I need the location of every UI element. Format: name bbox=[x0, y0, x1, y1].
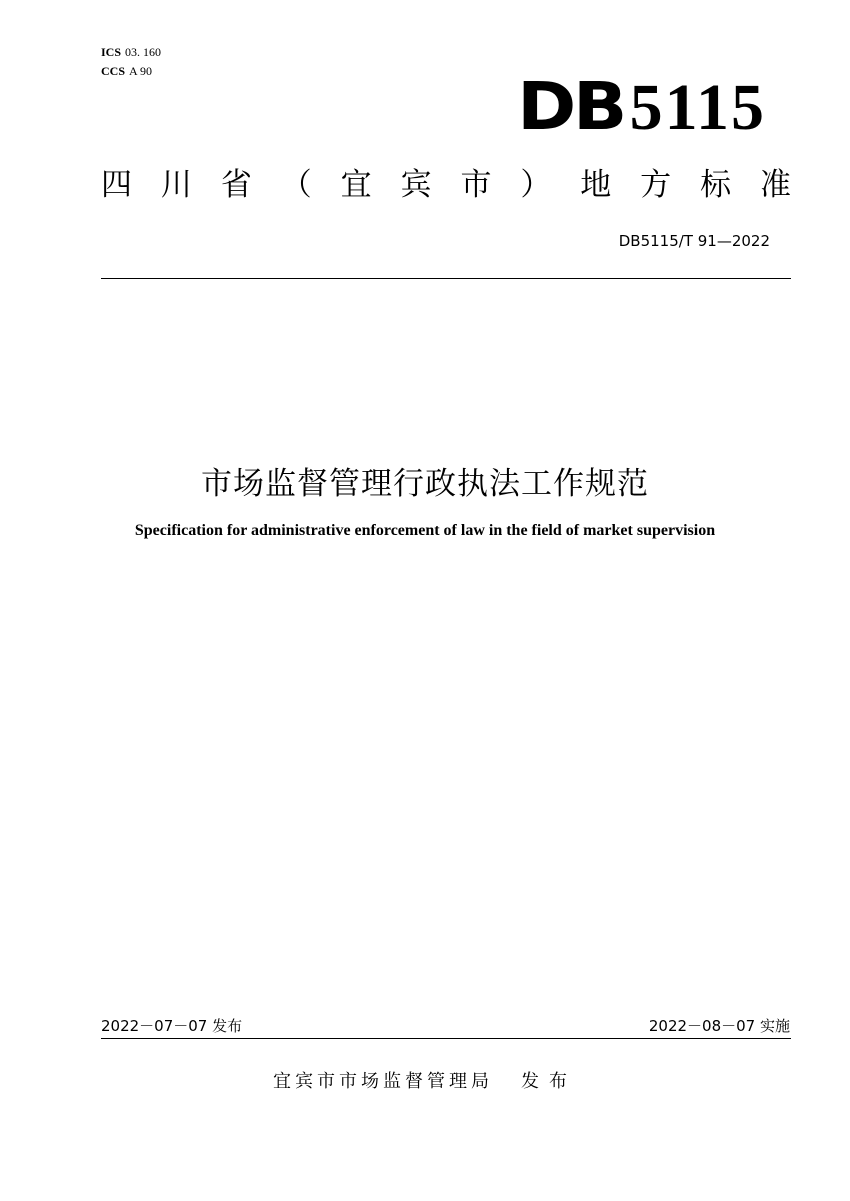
ccs-label: CCS bbox=[101, 64, 126, 78]
issue-action: 发布 bbox=[521, 1071, 577, 1092]
ics-code bbox=[101, 45, 161, 59]
standard-number: DB5115/T 91—2022 bbox=[618, 232, 770, 250]
standard-type-char: ） bbox=[520, 167, 552, 203]
standard-type-title bbox=[101, 164, 791, 206]
publish-date: 2022－07－07 发布 bbox=[101, 1017, 243, 1035]
standard-type-char: 宾 bbox=[400, 167, 432, 203]
footer-divider bbox=[101, 1038, 791, 1039]
db-prefix-logo: DB bbox=[516, 68, 624, 145]
standard-type-char: 方 bbox=[640, 167, 672, 203]
issuing-organization: 宜宾市市场监督管理局 bbox=[273, 1071, 493, 1092]
db-region-code: 5115 bbox=[629, 71, 766, 144]
issuer-line bbox=[0, 1070, 850, 1094]
standard-type-char: 市 bbox=[460, 167, 492, 203]
standard-type-char: 四 bbox=[101, 167, 132, 203]
standard-type-char: 宜 bbox=[340, 167, 372, 203]
effective-date: 2022－08－07 实施 bbox=[648, 1017, 790, 1035]
standard-type-char: 地 bbox=[580, 167, 612, 203]
document-title-english: Specification for administrative enforcement of law in the field of market supervision bbox=[134, 522, 716, 539]
header-divider bbox=[101, 278, 791, 279]
ics-value: 03. 160 bbox=[125, 45, 162, 59]
standard-type-char: 川 bbox=[160, 167, 192, 203]
standard-type-char: （ bbox=[280, 167, 312, 203]
ccs-code bbox=[101, 64, 152, 78]
ccs-value: A 90 bbox=[129, 64, 153, 78]
standard-type-char: 准 bbox=[759, 167, 791, 203]
ics-label: ICS bbox=[101, 45, 122, 59]
document-title-chinese: 市场监督管理行政执法工作规范 bbox=[201, 466, 649, 502]
standard-type-char: 省 bbox=[220, 167, 252, 203]
db-standard-mark bbox=[516, 68, 766, 145]
standard-type-char: 标 bbox=[700, 167, 732, 203]
